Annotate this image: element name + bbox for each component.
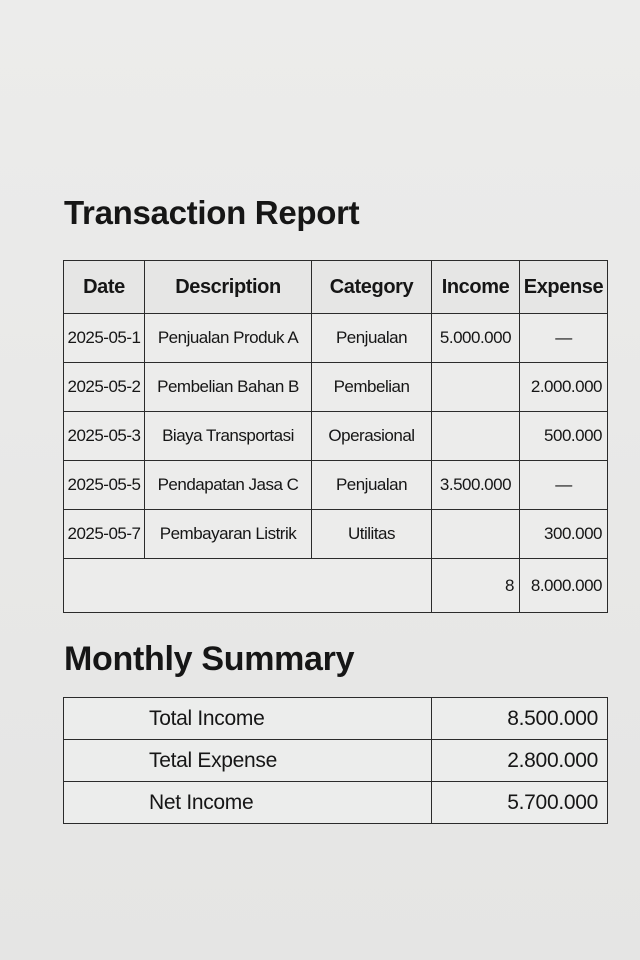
total-expense: 8.000.000	[520, 559, 608, 613]
summary-row	[64, 740, 608, 782]
summary-row	[64, 782, 608, 824]
cell-income: 3.500.000	[432, 461, 520, 510]
cell-expense: —	[520, 314, 608, 363]
summary-title: Monthly Summary	[64, 640, 355, 678]
cell-date: 2025-05-7	[64, 510, 145, 559]
summary-table	[63, 697, 608, 824]
transaction-table	[63, 260, 608, 613]
cell-category: Operasional	[312, 412, 432, 461]
cell-expense: —	[520, 461, 608, 510]
cell-description: Pendapatan Jasa C	[145, 461, 312, 510]
total-row	[64, 559, 608, 613]
table-header-row	[64, 261, 608, 314]
column-header-category: Category	[312, 261, 432, 314]
cell-description: Biaya Transportasi	[145, 412, 312, 461]
table-row	[64, 510, 608, 559]
cell-description: Pembayaran Listrik	[145, 510, 312, 559]
cell-description: Pembelian Bahan B	[145, 363, 312, 412]
column-header-description: Description	[145, 261, 312, 314]
cell-date: 2025-05-5	[64, 461, 145, 510]
table-row	[64, 363, 608, 412]
cell-income	[432, 510, 520, 559]
table-row	[64, 461, 608, 510]
summary-label: Net Income	[64, 782, 432, 824]
cell-expense: 500.000	[520, 412, 608, 461]
total-row-label-cell	[64, 559, 432, 613]
report-title: Transaction Report	[64, 194, 360, 231]
total-income: 8	[432, 559, 520, 613]
cell-category: Penjualan	[312, 461, 432, 510]
cell-category: Penjualan	[312, 314, 432, 363]
cell-date: 2025-05-2	[64, 363, 145, 412]
cell-income: 5.000.000	[432, 314, 520, 363]
cell-category: Pembelian	[312, 363, 432, 412]
cell-income	[432, 412, 520, 461]
cell-date: 2025-05-1	[64, 314, 145, 363]
column-header-expense: Expense	[520, 261, 608, 314]
summary-row	[64, 698, 608, 740]
column-header-income: Income	[432, 261, 520, 314]
summary-value: 2.800.000	[432, 740, 608, 782]
summary-label: Tetal Expense	[64, 740, 432, 782]
cell-expense: 2.000.000	[520, 363, 608, 412]
summary-value: 5.700.000	[432, 782, 608, 824]
cell-income	[432, 363, 520, 412]
cell-expense: 300.000	[520, 510, 608, 559]
summary-label: Total Income	[64, 698, 432, 740]
cell-category: Utilitas	[312, 510, 432, 559]
cell-date: 2025-05-3	[64, 412, 145, 461]
table-row	[64, 412, 608, 461]
summary-value: 8.500.000	[432, 698, 608, 740]
table-row	[64, 314, 608, 363]
column-header-date: Date	[64, 261, 145, 314]
cell-description: Penjualan Produk A	[145, 314, 312, 363]
